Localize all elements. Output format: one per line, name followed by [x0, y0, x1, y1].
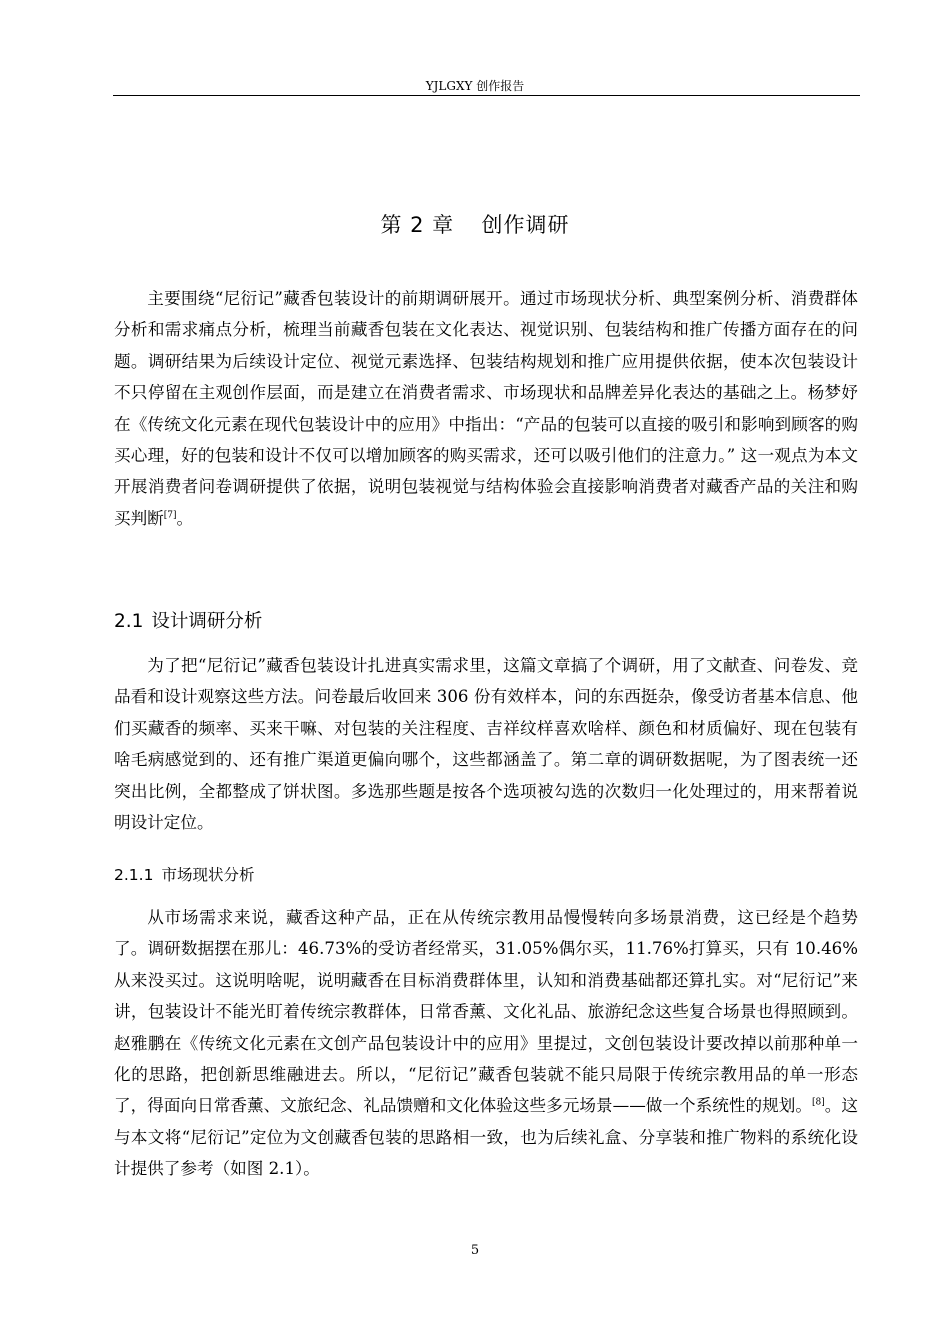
section-2-1-1-paragraph — [114, 902, 858, 1185]
page-header: YJLGXY 创作报告 — [425, 79, 525, 93]
header-divider — [113, 95, 860, 96]
chapter-title: 创作调研 — [481, 213, 570, 237]
section-2-1-1-text: 从市场需求来说，藏香这种产品，正在从传统宗教用品慢慢转向多场景消费，这已经是个趋势了。调研数据摆在那儿：46.73%的受访者经常买，31.05%偶尔买，11.76%打算买，只有 10.46%从来没买过。这说明啥呢，说明藏香在目标消费群体里，认知和消费基础都还算扎实。对“尼衍记”来讲，包装设计不能光盯着传统宗教群体，日常香薰、文化礼品、旅游纪念这些复合场景也得照顾到。赵雅鹏在《传统文化元素在文创产品包装设计中的应用》里提过，文创包装设计要改掉以前那种单一化的思路，把创新思维融进去。所以，“尼衍记”藏香包装就不能只局限于传统宗教用品的单一形态了，得面向日常香薰、文旅纪念、礼品馈赠和文化体验这些多元场景——做一个系统性的规划。 — [114, 908, 858, 1116]
section-number: 2.1 — [114, 611, 144, 632]
page-number: 5 — [470, 1243, 480, 1258]
section-heading-2-1 — [114, 606, 262, 638]
intro-paragraph-text: 主要围绕“尼衍记”藏香包装设计的前期调研展开。通过市场现状分析、典型案例分析、消费群体分析和需求痛点分析，梳理当前藏香包装在文化表达、视觉识别、包装结构和推广传播方面存在的问题。调研结果为后续设计定位、视觉元素选择、包装结构规划和推广应用提供依据，使本次包装设计不只停留在主观创作层面，而是建立在消费者需求、市场现状和品牌差异化表达的基础之上。杨梦妤在《传统文化元素在现代包装设计中的应用》中指出：“产品的包装可以直接的吸引和影响到顾客的购买心理，好的包装和设计不仅可以增加顾客的购买需求，还可以吸引他们的注意力。” 这一观点为本文开展消费者问卷调研提供了依据，说明包装视觉与结构体验会直接影响消费者对藏香产品的关注和购买判断 — [114, 289, 858, 528]
chapter-label: 第 2 章 — [380, 213, 455, 237]
intro-paragraph-end: 。 — [176, 508, 194, 528]
section-2-1-1-end: 。这与本文将“尼衍记”定位为文创藏香包装的思路相一致，也为后续礼盒、分享装和推广物料的系统化设计提供了参考（如图 2.1）。 — [114, 1096, 859, 1179]
subsection-heading-2-1-1 — [114, 861, 254, 889]
section-title: 设计调研分析 — [151, 611, 263, 632]
citation-7: [7] — [163, 510, 177, 521]
subsection-title: 市场现状分析 — [161, 866, 255, 884]
subsection-number: 2.1.1 — [114, 866, 154, 884]
section-2-1-paragraph: 为了把“尼衍记”藏香包装设计扎进真实需求里，这篇文章搞了个调研，用了文献查、问卷发、竞品看和设计观察这些方法。问卷最后收回来 306 份有效样本，问的东西挺杂，像受访者基本信息、他们买藏香的频率、买来干嘛、对包装的关注程度、吉祥纹样喜欢啥样、颜色和材质偏好、现在包装有啥毛病感觉到的、还有推广渠道更偏向哪个，这些都涵盖了。第二章的调研数据呢，为了图表统一还突出比例，全都整成了饼状图。多选那些题是按各个选项被勾选的次数归一化处理过的，用来帮着说明设计定位。 — [114, 656, 858, 833]
intro-paragraph — [114, 283, 858, 534]
citation-8: [8] — [812, 1097, 825, 1108]
chapter-heading — [0, 208, 950, 242]
